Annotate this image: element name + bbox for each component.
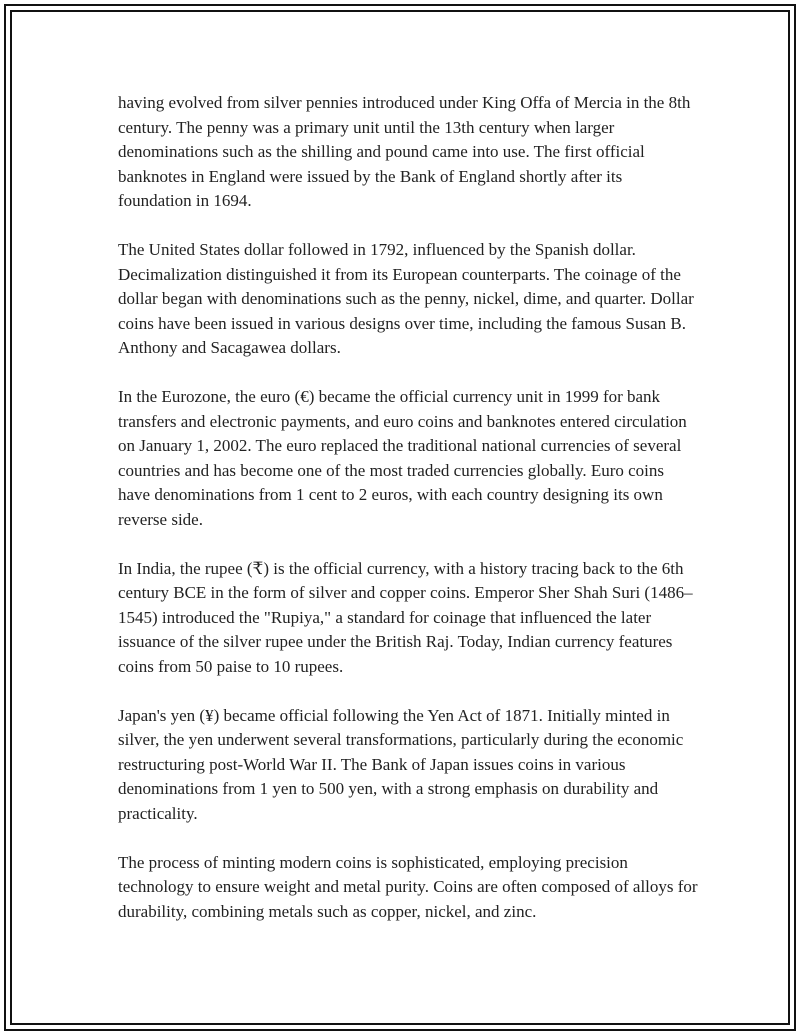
document-body bbox=[118, 91, 698, 949]
paragraph-minting: The process of minting modern coins is sophisticated, employing precision technology to ensure weight and metal purity. Coins are often composed of alloys for durability, combining metals such as copper, nickel, and zinc. bbox=[118, 852, 698, 921]
paragraph-coinage-england: having evolved from silver pennies introduced under King Offa of Mercia in the 8th century. The penny was a primary unit until the 13th century when larger denominations such as the shilling and pound came into use. The first official banknotes in England were issued by the Bank of England shortly after its foundation in 1694. bbox=[118, 93, 691, 210]
paragraph-japan-yen: Japan's yen (¥) became official following the Yen Act of 1871. Initially minted in silver, the yen underwent several transformations, particularly during the economic restructuring post-World War II. The Bank of Japan issues coins in various denominations from 1 yen to 500 yen, with a strong emphasis on durability and practicality. bbox=[118, 705, 684, 823]
paragraph-euro: In the Eurozone, the euro (€) became the official currency unit in 1999 for bank transfers and electronic payments, and euro coins and banknotes entered circulation on January 1, 2002. The euro replaced the traditional national currencies of several countries and has become one of the most traded currencies globally. Euro coins have denominations from 1 cent to 2 euros, with each country designing its own reverse side. bbox=[118, 387, 687, 529]
paragraph-india-rupee: In India, the rupee (₹) is the official currency, with a history tracing back to the 6th century BCE in the form of silver and copper coins. Emperor Sher Shah Suri (1486–1545) introduced the "Rupiya," a standard for coinage that influenced the later issuance of the silver rupee under the British Raj. Today, Indian currency features coins from 50 paise to 10 rupees. bbox=[118, 558, 693, 676]
paragraph-us-dollar: The United States dollar followed in 1792, influenced by the Spanish dollar. Decimalization distinguished it from its European counterparts. The coinage of the dollar began with denominations such as the penny, nickel, dime, and quarter. Dollar coins have been issued in various designs over time, including the famous Susan B. Anthony and Sacagawea dollars. bbox=[118, 240, 694, 357]
